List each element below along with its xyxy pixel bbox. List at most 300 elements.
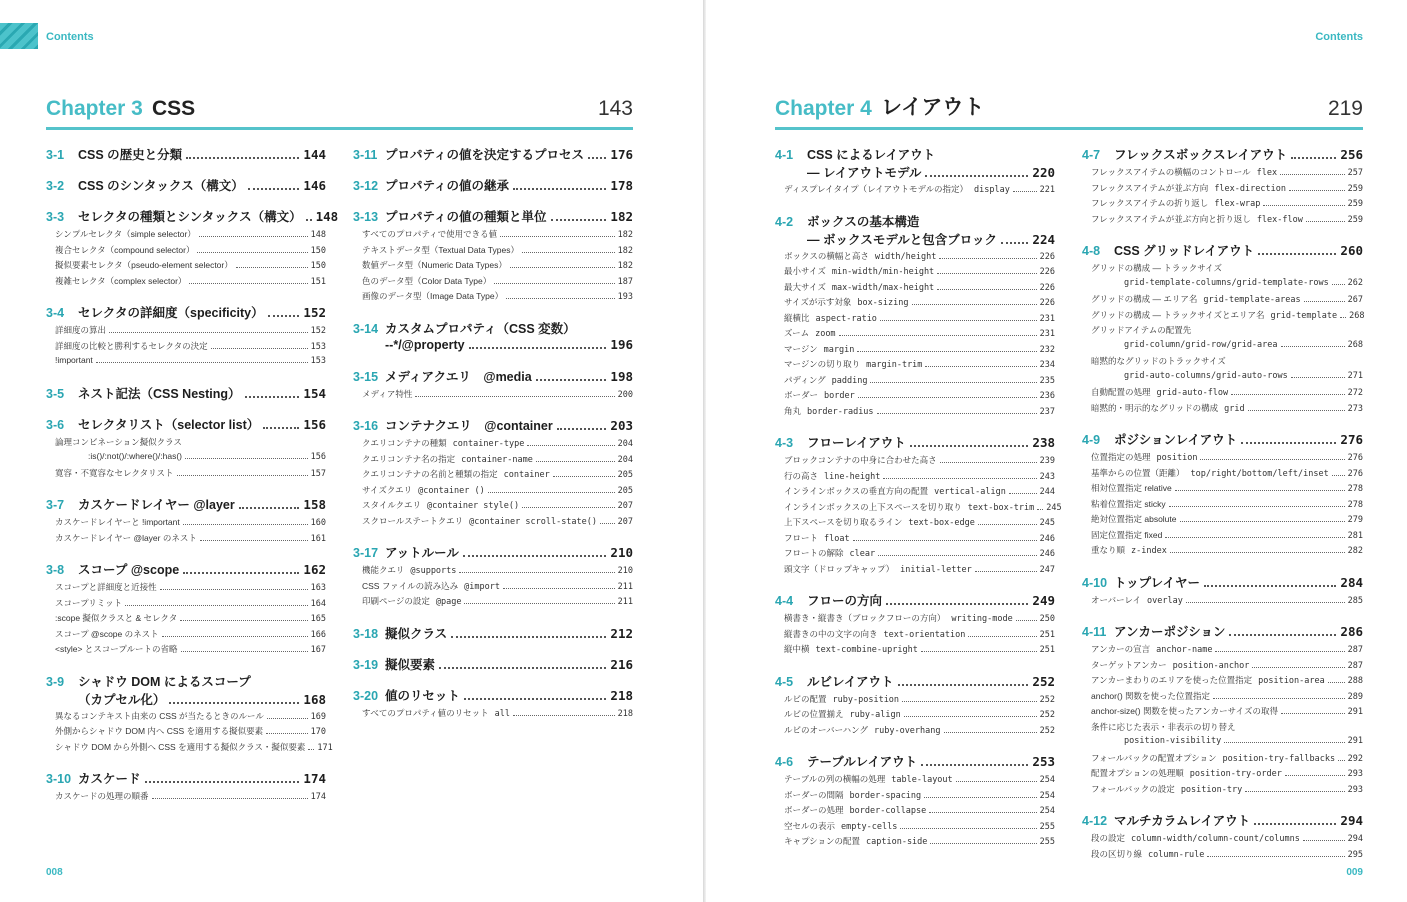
- entry-page: 232: [1039, 344, 1055, 355]
- toc-entry[interactable]: [1082, 340, 1363, 356]
- toc-entry[interactable]: [775, 485, 1055, 501]
- entry-code: @container scroll-state(): [469, 516, 598, 527]
- entry-title: anchor-size() 関数を使ったアンカーサイズの取得: [1091, 706, 1278, 716]
- toc-entry[interactable]: [1082, 402, 1363, 418]
- entry-code: z-index: [1131, 546, 1167, 556]
- section-title-line2: ― ボックスモデルと包含ブロック: [807, 232, 997, 247]
- entry-page: 254: [1039, 790, 1055, 801]
- entry-code: container-name: [461, 454, 533, 465]
- leader-dots: [500, 236, 614, 237]
- entry-page: 287: [1347, 660, 1363, 671]
- toc-entry[interactable]: [775, 470, 1055, 486]
- entry-title: クエリコンテナの種類: [362, 438, 447, 448]
- leader-dots: [1200, 459, 1344, 460]
- entry-title: フレックスアイテムの折り返し: [1091, 198, 1209, 208]
- toc-entry[interactable]: [353, 275, 633, 291]
- toc-entry[interactable]: [775, 773, 1055, 789]
- entry-code: grid-template: [1270, 310, 1338, 321]
- chapter-page: 219: [1327, 97, 1363, 120]
- toc-entry[interactable]: [46, 355, 326, 371]
- toc-entry[interactable]: [353, 468, 633, 484]
- section-title: メディアクエリ @media: [385, 369, 532, 384]
- toc-entry[interactable]: [46, 581, 326, 597]
- toc-entry[interactable]: [1082, 544, 1363, 560]
- section-number: 3-6: [46, 417, 65, 432]
- section-page: 182: [610, 209, 633, 224]
- section-number: 4-4: [775, 594, 794, 608]
- entry-page: 246: [1039, 533, 1055, 544]
- entry-page: 254: [1039, 806, 1055, 816]
- section-number: 3-8: [46, 563, 65, 577]
- toc-entry[interactable]: [775, 501, 1062, 517]
- page-number: 008: [46, 867, 63, 878]
- toc-section[interactable]: [353, 416, 633, 434]
- toc-entry[interactable]: [46, 597, 326, 613]
- toc-entry[interactable]: [775, 281, 1055, 297]
- toc-entry[interactable]: [1082, 309, 1363, 325]
- toc-entry[interactable]: [353, 595, 633, 611]
- entry-code: vertical-align: [934, 487, 1006, 497]
- entry-code: text-box-edge: [908, 518, 975, 528]
- toc-entry-list: [353, 437, 633, 530]
- toc-entry[interactable]: [775, 547, 1055, 563]
- entry-title: スクロールステートクエリ: [362, 515, 464, 526]
- toc-section[interactable]: [353, 686, 633, 704]
- section-number: 3-17: [353, 546, 379, 560]
- entry-page: 148: [310, 230, 326, 240]
- toc-entry[interactable]: [775, 374, 1055, 390]
- toc-entry[interactable]: [46, 467, 326, 483]
- toc-entry[interactable]: [46, 436, 326, 452]
- entry-page: 218: [617, 708, 633, 719]
- toc-entry[interactable]: [775, 296, 1055, 312]
- leader-dots: [925, 366, 1036, 367]
- toc-entry[interactable]: [1082, 767, 1363, 783]
- toc-entry[interactable]: [46, 451, 326, 467]
- toc-entry[interactable]: [775, 405, 1055, 421]
- toc-entry[interactable]: [775, 804, 1055, 820]
- toc-entry[interactable]: [353, 580, 633, 596]
- toc-entry[interactable]: [46, 228, 326, 244]
- section-page: 216: [610, 656, 633, 672]
- toc-entry[interactable]: [1082, 594, 1363, 610]
- toc-entry[interactable]: [353, 228, 633, 244]
- toc-section[interactable]: [46, 415, 326, 433]
- toc-entry[interactable]: [1082, 213, 1363, 229]
- section-page: 156: [303, 416, 326, 432]
- toc-entry[interactable]: [1082, 705, 1363, 721]
- leader-dots: [469, 347, 607, 349]
- entry-code: aspect-ratio: [815, 313, 877, 324]
- entry-title: 重なり順: [1091, 545, 1126, 555]
- section-page: 144: [303, 147, 326, 162]
- leader-dots: [197, 252, 307, 253]
- leader-dots: [956, 781, 1037, 782]
- section-title: アットルール: [385, 546, 459, 560]
- entry-title: ルビの位置揃え: [784, 709, 844, 719]
- entry-title: :scope 擬似クラスと & セレクタ: [55, 613, 178, 623]
- toc-entry[interactable]: [353, 290, 633, 306]
- toc-entry[interactable]: [353, 707, 633, 723]
- leader-dots: [199, 236, 308, 237]
- entry-page: 226: [1039, 251, 1055, 262]
- toc-entry[interactable]: [1082, 278, 1363, 294]
- toc-section[interactable]: [353, 655, 633, 673]
- chapter-label: Chapter 4: [775, 97, 872, 120]
- toc-section[interactable]: [46, 672, 326, 690]
- entry-code: container: [503, 470, 550, 480]
- toc-section[interactable]: [1082, 811, 1363, 829]
- leader-dots: [883, 478, 1036, 479]
- toc-entry[interactable]: [775, 532, 1055, 548]
- leader-dots: [189, 283, 307, 284]
- leader-dots: [551, 219, 607, 221]
- entry-title: 寛容・不寛容なセレクタリスト: [55, 467, 174, 478]
- leader-dots: [263, 427, 299, 429]
- toc-entry[interactable]: [775, 563, 1055, 579]
- toc-entry[interactable]: [46, 741, 333, 757]
- toc-section[interactable]: [775, 145, 1055, 163]
- toc-section[interactable]: [46, 303, 326, 321]
- toc-section[interactable]: [353, 176, 633, 194]
- entry-code: flex-flow: [1256, 214, 1303, 225]
- section-number: 3-7: [46, 498, 65, 512]
- toc-entry[interactable]: [1082, 467, 1363, 483]
- entry-title: テーブルの列の横幅の処理: [784, 774, 886, 784]
- entry-code: column-width/column-count/columns: [1131, 834, 1300, 844]
- toc-entry[interactable]: [1082, 659, 1363, 675]
- entry-code: text-box-trim: [967, 502, 1035, 513]
- toc-section[interactable]: [353, 543, 633, 561]
- toc-entry[interactable]: [1082, 783, 1363, 799]
- leader-dots: [513, 715, 615, 716]
- section-page: 252: [1032, 673, 1055, 689]
- toc-section[interactable]: [46, 207, 339, 225]
- toc-entry[interactable]: [46, 628, 326, 644]
- entry-title: 配置オプションの処理順: [1091, 768, 1184, 778]
- toc-section[interactable]: [775, 212, 1055, 230]
- toc-section[interactable]: [46, 769, 326, 787]
- entry-page: 288: [1347, 676, 1363, 686]
- entry-page: 251: [1039, 645, 1055, 655]
- toc-entry[interactable]: [1082, 371, 1363, 387]
- toc-entry[interactable]: [353, 484, 633, 500]
- entry-title: 異なるコンテキスト由来の CSS が当たるときのルール: [55, 710, 264, 721]
- toc-entry[interactable]: [46, 643, 326, 659]
- entry-title: 位置指定の処理: [1091, 452, 1151, 462]
- toc-entry[interactable]: [1082, 355, 1363, 371]
- entry-title: インラインボックスの上下スペースを切り取り: [784, 501, 962, 512]
- toc-entry[interactable]: [353, 453, 633, 469]
- toc-section[interactable]: [353, 367, 633, 385]
- toc-entry[interactable]: [775, 835, 1055, 851]
- entry-page: 205: [617, 470, 633, 480]
- toc-entry[interactable]: [1082, 736, 1363, 752]
- toc-entry[interactable]: [353, 244, 633, 260]
- toc-entry[interactable]: [775, 250, 1055, 266]
- entry-title: ボーダー: [784, 390, 819, 400]
- toc-entry-list: [775, 183, 1055, 199]
- toc-section[interactable]: [46, 145, 326, 163]
- entry-page: 150: [310, 261, 326, 271]
- toc-section[interactable]: [353, 319, 633, 337]
- toc-entry[interactable]: [1082, 643, 1363, 659]
- entry-page: 237: [1039, 406, 1055, 417]
- section-title-line2: （カプセル化）: [78, 692, 166, 707]
- toc-entry[interactable]: [46, 710, 326, 726]
- entry-code: box-sizing: [857, 298, 909, 308]
- section-title: 擬似要素: [385, 657, 436, 672]
- section-number: 4-11: [1082, 625, 1107, 639]
- entry-code: grid-template-columns/grid-template-rows: [1124, 277, 1329, 288]
- toc-entry[interactable]: [1082, 752, 1363, 768]
- toc-entry[interactable]: [775, 612, 1055, 628]
- entry-page: 247: [1039, 564, 1055, 575]
- toc-section[interactable]: [1082, 241, 1363, 259]
- entry-page: 285: [1347, 595, 1363, 606]
- toc-entry[interactable]: [1082, 513, 1363, 529]
- section-number: 3-1: [46, 148, 65, 162]
- leader-dots: [553, 476, 615, 477]
- leader-dots: [1016, 620, 1037, 621]
- toc-section[interactable]: [775, 591, 1055, 609]
- toc-entry[interactable]: [775, 358, 1055, 374]
- leader-dots: [940, 462, 1037, 463]
- toc-section[interactable]: [1082, 622, 1363, 640]
- toc-entry-list: [353, 228, 633, 306]
- toc-entry[interactable]: [1082, 293, 1363, 309]
- toc-entry[interactable]: [1082, 451, 1363, 467]
- toc-entry[interactable]: [775, 820, 1055, 836]
- toc-entry[interactable]: [353, 499, 633, 515]
- leader-dots: [186, 157, 299, 159]
- toc-entry[interactable]: [1082, 848, 1363, 864]
- toc-section[interactable]: [353, 624, 633, 642]
- toc-entry[interactable]: [46, 259, 326, 275]
- entry-code: flex-wrap: [1214, 199, 1261, 209]
- leader-dots: [944, 732, 1037, 733]
- entry-title: 複雑セレクタ（complex selector）: [55, 275, 187, 286]
- entry-code: max-width/max-height: [831, 282, 935, 293]
- toc-section[interactable]: [46, 495, 326, 513]
- leader-dots: [1258, 253, 1336, 255]
- entry-title: 頭文字（ドロップキャップ）: [784, 563, 895, 574]
- entry-title: フロート: [784, 532, 819, 543]
- toc-entry[interactable]: [775, 628, 1055, 644]
- entry-title: カスケードレイヤーと !important: [55, 517, 180, 527]
- section-number: 4-5: [775, 674, 794, 689]
- leader-dots: [1291, 377, 1345, 378]
- section-title: CSS のシンタックス（構文）: [78, 179, 244, 193]
- toc-entry[interactable]: [46, 725, 326, 741]
- toc-entry[interactable]: [775, 708, 1055, 724]
- section-page: 210: [610, 545, 633, 560]
- toc-entry[interactable]: [1082, 262, 1363, 278]
- section-number: 4-10: [1082, 575, 1108, 590]
- toc-section[interactable]: [46, 176, 326, 194]
- toc-entry[interactable]: [46, 324, 326, 340]
- toc-entry[interactable]: [353, 259, 633, 275]
- section-title: カスタムプロパティ（CSS 変数）: [385, 321, 576, 336]
- leader-dots: [937, 273, 1036, 274]
- section-number: 4-1: [775, 148, 794, 162]
- toc-entry[interactable]: [775, 724, 1055, 740]
- toc-entry[interactable]: [1082, 721, 1363, 737]
- toc-section[interactable]: [775, 672, 1055, 690]
- entry-code: container-type: [452, 439, 525, 449]
- leader-dots: [902, 701, 1037, 702]
- toc-section[interactable]: [353, 145, 633, 163]
- entry-page: 226: [1039, 282, 1055, 293]
- toc-entry-list: [46, 710, 333, 757]
- leader-dots: [929, 812, 1036, 813]
- entry-page: 193: [617, 292, 633, 302]
- leader-dots: [1263, 205, 1344, 206]
- section-title: セレクタリスト（selector list）: [78, 417, 260, 432]
- toc-entry-list: [1082, 643, 1363, 798]
- leader-dots: [853, 540, 1037, 541]
- toc-entry-list: [46, 790, 326, 806]
- leader-dots: [588, 157, 606, 159]
- leader-dots: [200, 540, 308, 541]
- entry-title: グリッドの構成 ― トラックサイズとエリア名: [1091, 309, 1265, 320]
- toc-section[interactable]: [46, 384, 326, 402]
- entry-page: 207: [617, 516, 633, 527]
- entry-page: 235: [1039, 375, 1055, 386]
- leader-dots: [503, 588, 615, 589]
- toc-section[interactable]: [1082, 573, 1363, 591]
- entry-page: 291: [1347, 736, 1363, 746]
- toc-entry[interactable]: [775, 265, 1055, 281]
- toc-entry[interactable]: [775, 454, 1055, 470]
- leader-dots: [160, 589, 308, 590]
- toc-entry[interactable]: [46, 244, 326, 260]
- leader-dots: [527, 445, 614, 446]
- entry-title: !important: [55, 355, 93, 365]
- toc-entry-list: [353, 707, 633, 723]
- toc-entry[interactable]: [775, 789, 1055, 805]
- toc-entry-list: [1082, 262, 1363, 417]
- leader-dots: [968, 636, 1036, 637]
- toc-entry-list: [1082, 594, 1363, 610]
- toc-entry[interactable]: [775, 327, 1055, 343]
- toc-section[interactable]: [775, 433, 1055, 451]
- right-page: [706, 0, 1407, 902]
- toc-entry[interactable]: [1082, 324, 1363, 340]
- chapter-title: CSS: [152, 97, 196, 120]
- toc-entry[interactable]: [46, 275, 326, 291]
- toc-entry[interactable]: [353, 437, 633, 453]
- toc-column: [1082, 145, 1363, 863]
- toc-entry[interactable]: [1082, 832, 1363, 848]
- toc-section[interactable]: [1082, 430, 1363, 448]
- toc-entry[interactable]: [1082, 166, 1363, 182]
- leader-dots: [536, 379, 607, 381]
- toc-entry[interactable]: [775, 343, 1055, 359]
- toc-entry[interactable]: [1082, 482, 1363, 498]
- toc-section[interactable]: [46, 560, 326, 578]
- entry-page: 160: [310, 518, 326, 528]
- section-page: 152: [303, 305, 326, 320]
- toc-entry[interactable]: [1082, 197, 1363, 213]
- leader-dots: [522, 507, 615, 508]
- left-page: [0, 0, 703, 902]
- toc-entry[interactable]: [1082, 182, 1363, 198]
- entry-title: 詳細度の算出: [55, 325, 107, 335]
- entry-page: 278: [1347, 499, 1363, 510]
- toc-entry[interactable]: [775, 643, 1055, 659]
- entry-page: 150: [310, 245, 326, 256]
- section-number: 3-4: [46, 306, 65, 320]
- section-page: 256: [1340, 147, 1363, 162]
- toc-entry[interactable]: [46, 516, 326, 532]
- leader-dots: [880, 320, 1037, 321]
- leader-dots: [248, 188, 300, 190]
- toc-entry[interactable]: [1082, 674, 1363, 690]
- toc-section-subtitle: [775, 230, 1055, 247]
- toc-entry[interactable]: [46, 340, 326, 356]
- toc-section[interactable]: [775, 752, 1055, 770]
- toc-section[interactable]: [1082, 145, 1363, 163]
- toc-entry[interactable]: [46, 612, 326, 628]
- toc-section[interactable]: [353, 207, 633, 225]
- entry-page: 268: [1347, 339, 1363, 350]
- toc-entry[interactable]: [353, 564, 633, 580]
- entry-code: ruby-align: [849, 710, 901, 720]
- section-page: 154: [303, 385, 326, 401]
- toc-entry[interactable]: [775, 312, 1055, 328]
- leader-dots: [1338, 760, 1345, 761]
- leader-dots: [878, 555, 1037, 556]
- toc-entry[interactable]: [353, 515, 633, 531]
- toc-entry[interactable]: [1082, 498, 1363, 514]
- leader-dots: [937, 289, 1036, 290]
- leader-dots: [1332, 475, 1345, 476]
- toc-entry[interactable]: [775, 183, 1055, 199]
- entry-title: グリッドの構成 ― エリア名: [1091, 294, 1198, 304]
- section-page: 286: [1340, 624, 1363, 639]
- toc-entry[interactable]: [46, 532, 326, 548]
- toc-entry[interactable]: [775, 516, 1055, 532]
- entry-code: position-try: [1180, 784, 1243, 795]
- leader-dots: [1204, 585, 1336, 587]
- entry-code: column-rule: [1148, 849, 1205, 860]
- entry-title: カスケードの処理の順番: [55, 791, 149, 801]
- toc-entry[interactable]: [775, 389, 1055, 405]
- section-number: 3-18: [353, 626, 379, 641]
- leader-dots: [1165, 537, 1344, 538]
- entry-title: マージン: [784, 343, 818, 354]
- toc-entry[interactable]: [775, 693, 1055, 709]
- entry-code: padding: [831, 375, 868, 386]
- toc-entry[interactable]: [46, 790, 326, 806]
- toc-entry[interactable]: [1082, 529, 1363, 545]
- leader-dots: [145, 781, 300, 783]
- toc-entry[interactable]: [353, 388, 633, 404]
- toc-entry[interactable]: [1082, 386, 1363, 402]
- entry-code: border-radius: [807, 406, 874, 417]
- section-number: 4-3: [775, 436, 794, 450]
- entry-title: 複合セレクタ（compound selector）: [55, 244, 195, 255]
- toc-entry[interactable]: [1082, 690, 1363, 706]
- leader-dots: [506, 298, 615, 299]
- section-number: 4-7: [1082, 148, 1101, 162]
- section-number: 3-19: [353, 657, 379, 672]
- section-title: ネスト記法（CSS Nesting）: [78, 386, 241, 401]
- entry-title: メディア特性: [362, 388, 413, 399]
- section-number: 4-8: [1082, 244, 1101, 258]
- section-title: CSS の歴史と分類: [78, 148, 183, 162]
